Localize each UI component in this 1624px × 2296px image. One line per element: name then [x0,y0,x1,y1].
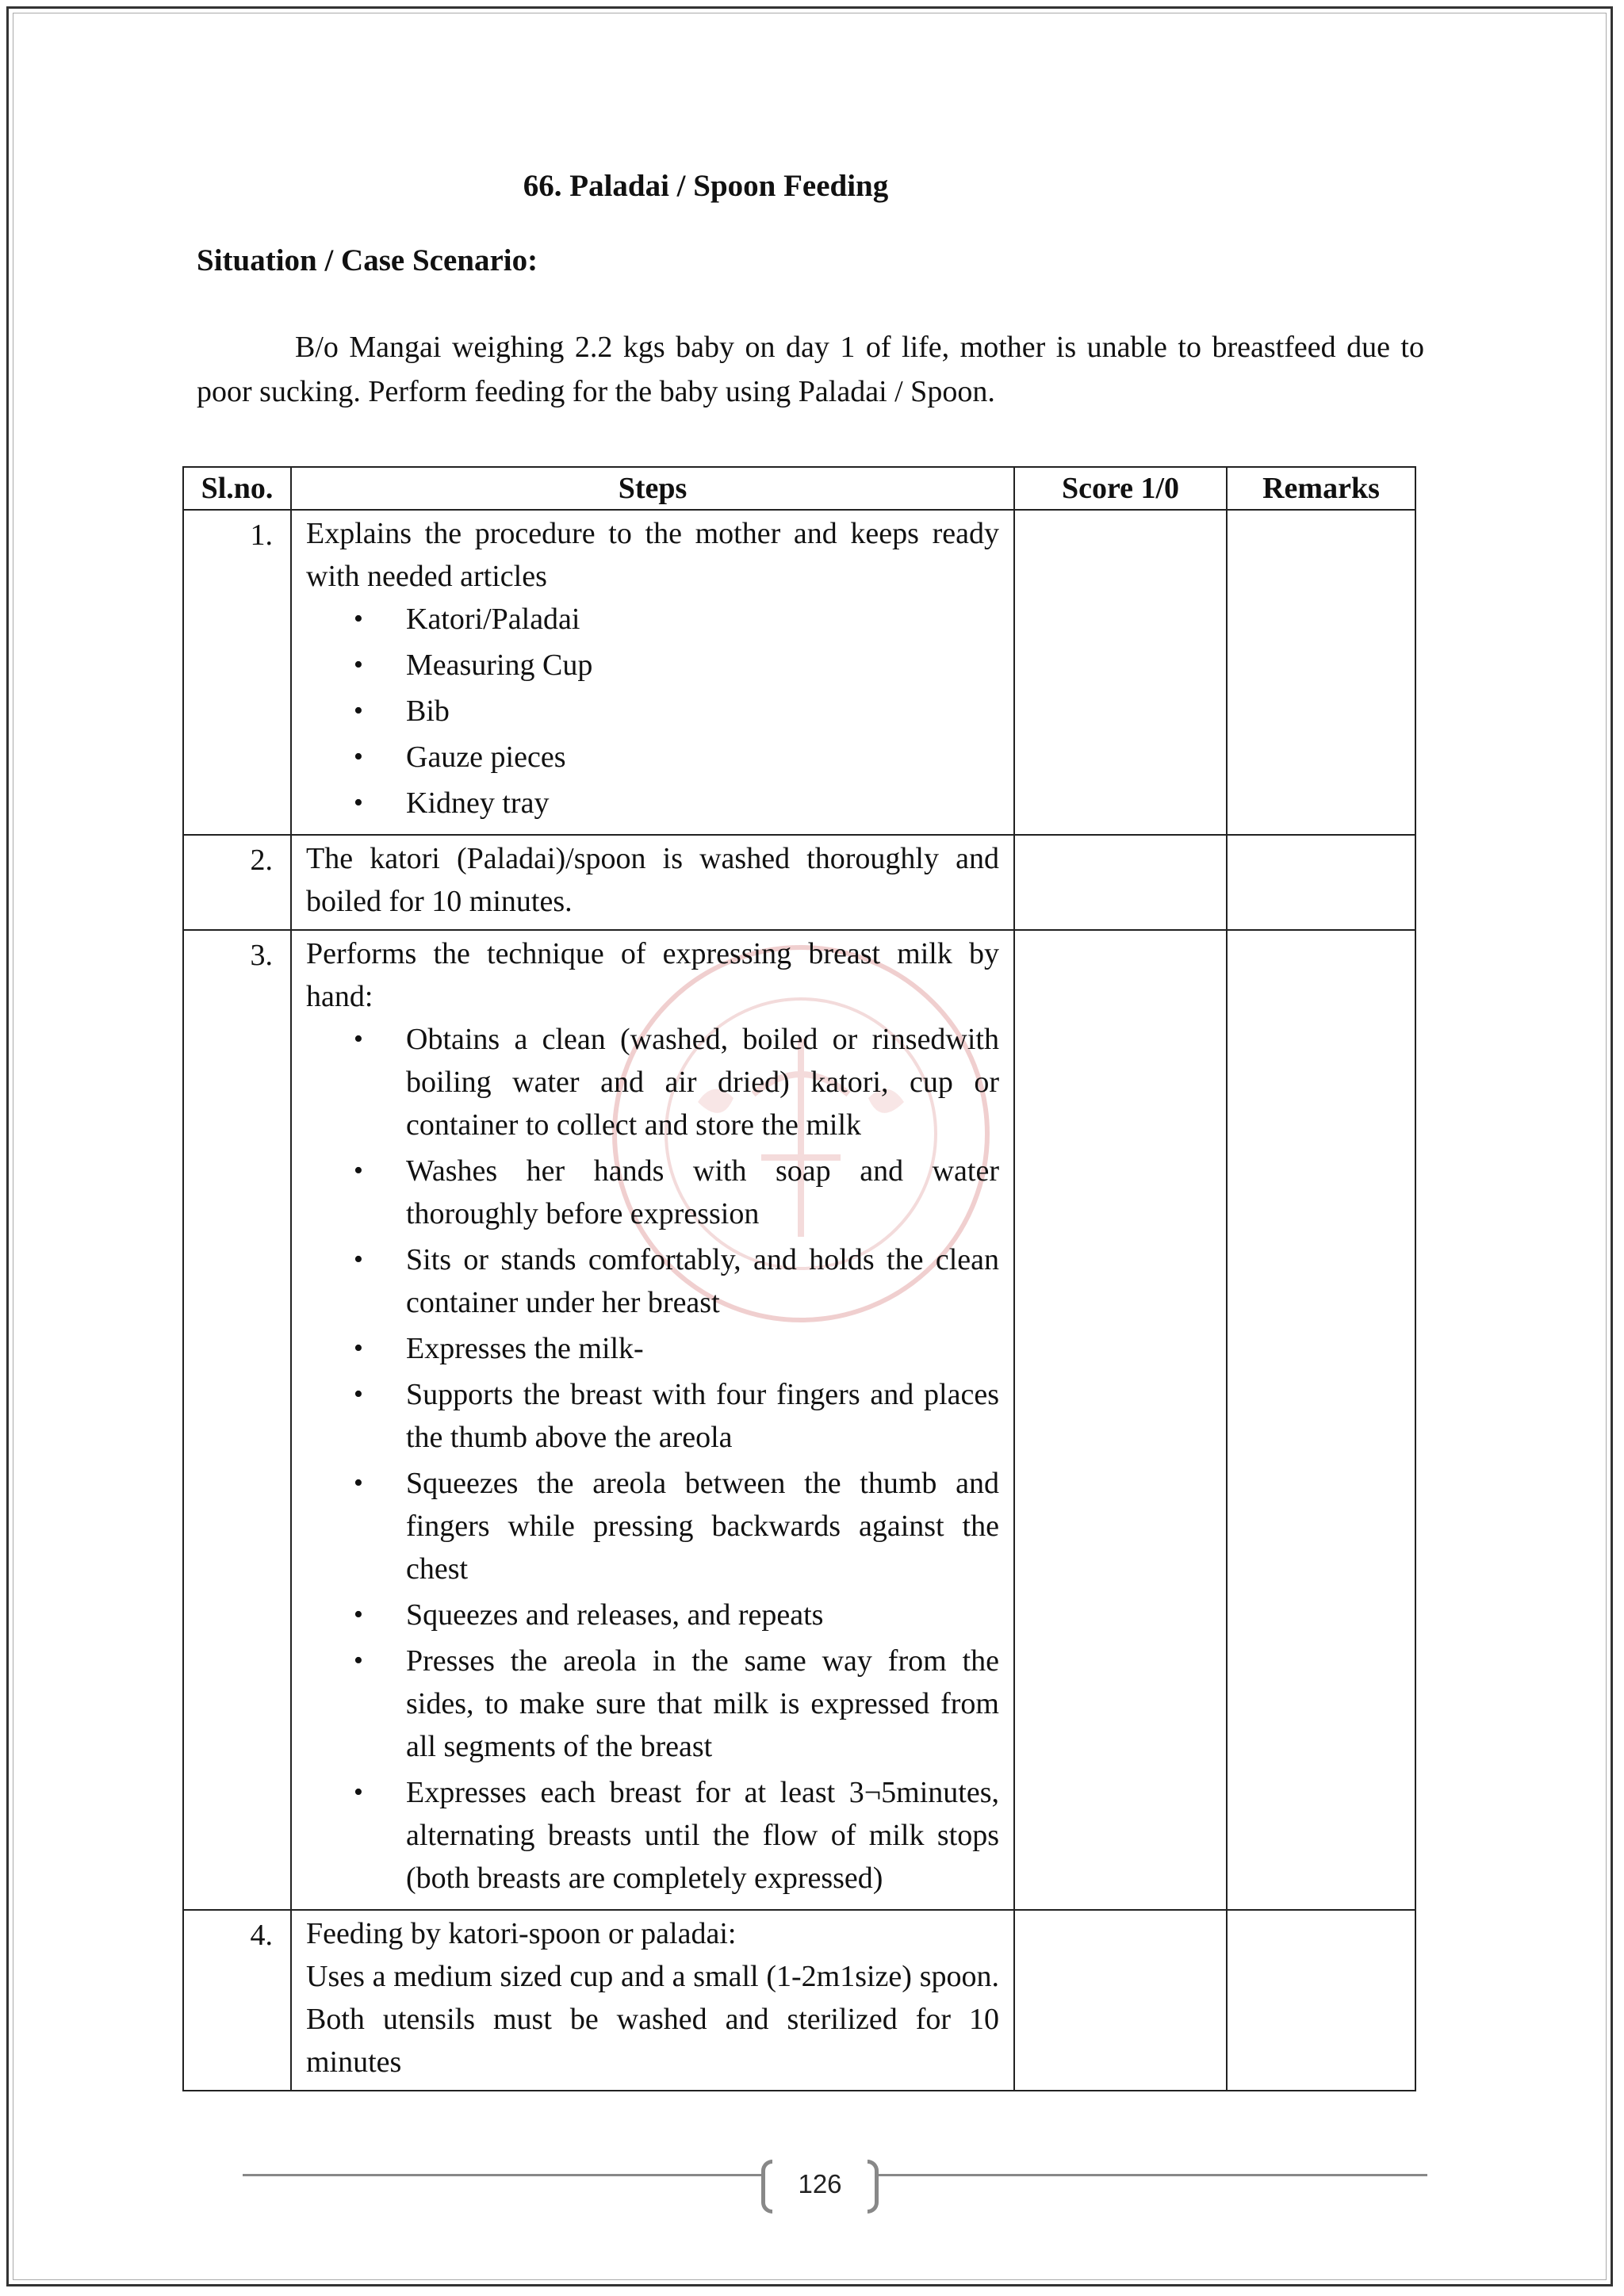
list-item: • Washes her hands with soap and water thoroughly before expression [406,1150,999,1235]
list-item: • Gauze pieces [406,736,999,779]
step-text: Feeding by katori-spoon or paladai: [306,1917,737,1950]
table-header-row [183,467,1415,510]
table-row [183,510,1415,835]
list-item: • Obtains a clean (washed, boiled or rinsedwith boiling water and air dried) katori, cup or container to collect and store the milk [406,1018,999,1146]
scenario-text: B/o Mangai weighing 2.2 kgs baby on day 1 of life, mother is unable to breastfeed due to poor sucking. Perform feeding for the baby using Paladai / Spoon. [197,331,1424,408]
page-number-bracket-right [868,2160,879,2214]
step-text: The katori (Paladai)/spoon is washed thoroughly and boiled for 10 minutes. [306,842,999,918]
score-cell [1014,510,1227,835]
scenario-paragraph [197,325,1424,414]
page-title: 66. Paladai / Spoon Feeding [523,169,889,203]
step-text: Performs the technique of expressing breast milk by hand: [306,937,999,1013]
row-number: 3. [183,930,291,1910]
score-cell [1014,1910,1227,2091]
row-number: 1. [183,510,291,835]
table-row [183,835,1415,930]
row-number: 4. [183,1910,291,2091]
step-cell [291,835,1014,930]
remarks-cell [1227,1910,1415,2091]
header-steps: Steps [291,467,1014,510]
step-text: Explains the procedure to the mother and keeps ready with needed articles [306,517,999,593]
step-cell [291,510,1014,835]
list-item: • Expresses the milk- [406,1327,999,1370]
list-item: • Bib [406,690,999,733]
row-number: 2. [183,835,291,930]
table-row [183,930,1415,1910]
remarks-cell [1227,930,1415,1910]
page-number-bracket-left [761,2160,772,2214]
list-item: • Measuring Cup [406,644,999,687]
remarks-cell [1227,835,1415,930]
list-item: • Supports the breast with four fingers and places the thumb above the areola [406,1373,999,1459]
list-item: • Sits or stands comfortably, and holds the clean container under her breast [406,1238,999,1324]
list-item: • Expresses each breast for at least 3¬5minutes, alternating breasts until the flow of milk stops (both breasts are completely expressed) [406,1771,999,1900]
step-cell [291,930,1014,1910]
header-slno: Sl.no. [183,467,291,510]
table-row [183,1910,1415,2091]
list-item: • Katori/Paladai [406,598,999,641]
header-score: Score 1/0 [1014,467,1227,510]
checklist-table [182,466,1416,2091]
list-item: • Squeezes the areola between the thumb and fingers while pressing backwards against the chest [406,1462,999,1590]
footer-rule-right [875,2174,1427,2176]
list-item: • Presses the areola in the same way from the sides, to make sure that milk is expressed from all segments of the breast [406,1640,999,1768]
list-item: • Squeezes and releases, and repeats [406,1594,999,1636]
score-cell [1014,930,1227,1910]
footer-rule-left [243,2174,763,2176]
header-remarks: Remarks [1227,467,1415,510]
step-text-continued: Uses a medium sized cup and a small (1-2m1size) spoon. Both utensils must be washed and sterilized for 10 minutes [306,1960,999,2079]
step-cell [291,1910,1014,2091]
item-list [306,1018,999,1900]
remarks-cell [1227,510,1415,835]
section-heading: Situation / Case Scenario: [197,243,538,277]
page-number: 126 [798,2169,842,2198]
list-item: • Kidney tray [406,782,999,825]
item-list [306,598,999,825]
score-cell [1014,835,1227,930]
